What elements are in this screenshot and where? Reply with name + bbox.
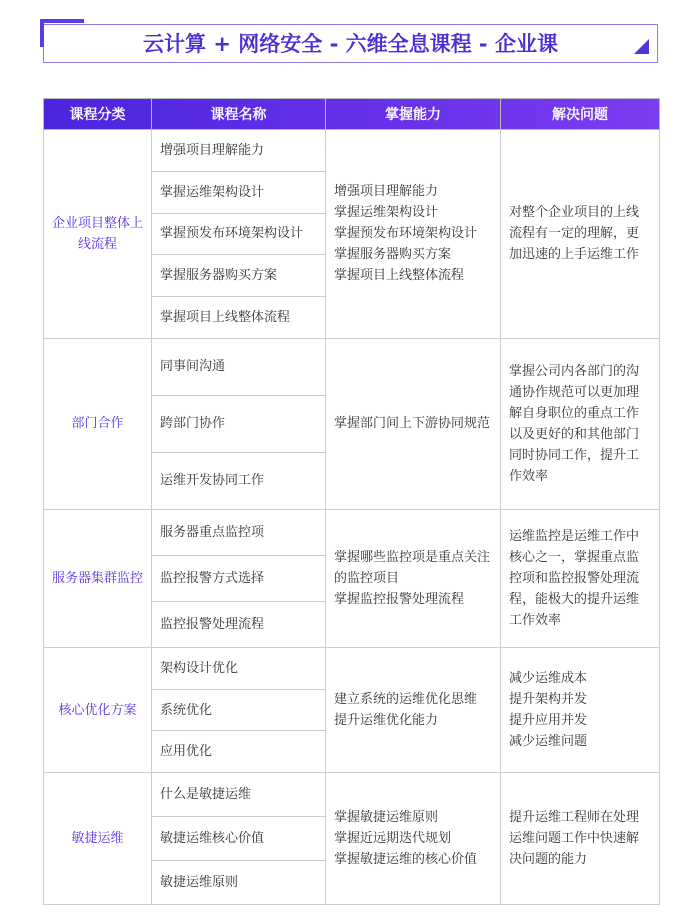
table-row bbox=[44, 773, 660, 817]
solves-line: 减少运维成本 bbox=[509, 671, 588, 687]
course-name-cell: 掌握运维架构设计 bbox=[152, 171, 326, 213]
course-name-cell: 掌握服务器购买方案 bbox=[152, 255, 326, 297]
abilities-line: 掌握预发布环境架构设计 bbox=[334, 226, 478, 242]
title-banner bbox=[43, 24, 658, 63]
table-header-row bbox=[44, 99, 660, 130]
abilities-line: 增强项目理解能力 bbox=[334, 184, 439, 200]
solves-line: 运维监控是运维工作中核心之一，掌握重点监控项和监控报警处理流程，能极大的提升运维工作效率 bbox=[509, 528, 640, 628]
course-name-cell: 系统优化 bbox=[152, 689, 326, 731]
course-name-cell: 应用优化 bbox=[152, 731, 326, 773]
solves-cell bbox=[501, 647, 660, 772]
header-course-name: 课程名称 bbox=[152, 99, 326, 130]
solves-cell bbox=[501, 130, 660, 339]
solves-cell bbox=[501, 773, 660, 905]
solves-line: 提升架构并发 bbox=[509, 692, 588, 708]
course-name-cell: 同事间沟通 bbox=[152, 338, 326, 395]
abilities-line: 掌握哪些监控项是重点关注的监控项目 bbox=[334, 549, 491, 586]
course-name-cell: 监控报警方式选择 bbox=[152, 555, 326, 601]
solves-line: 减少运维问题 bbox=[509, 734, 588, 750]
course-name-cell: 监控报警处理流程 bbox=[152, 601, 326, 647]
abilities-line: 掌握服务器购买方案 bbox=[334, 247, 452, 263]
table-row bbox=[44, 509, 660, 555]
abilities-line: 掌握部门间上下游协同规范 bbox=[334, 416, 491, 432]
solves-line: 提升运维工程师在处理运维问题工作中快速解决问题的能力 bbox=[509, 810, 640, 868]
course-name-cell: 敏捷运维原则 bbox=[152, 861, 326, 905]
course-name-cell: 跨部门协作 bbox=[152, 395, 326, 452]
course-name-cell: 掌握预发布环境架构设计 bbox=[152, 213, 326, 255]
solves-cell bbox=[501, 509, 660, 647]
abilities-line: 掌握近远期迭代规划 bbox=[334, 831, 452, 847]
abilities-cell bbox=[326, 338, 501, 509]
course-name-cell: 敏捷运维核心价值 bbox=[152, 817, 326, 861]
header-solves: 解决问题 bbox=[501, 99, 660, 130]
category-cell: 部门合作 bbox=[44, 338, 152, 509]
header-category: 课程分类 bbox=[44, 99, 152, 130]
abilities-cell bbox=[326, 647, 501, 772]
abilities-line: 掌握监控报警处理流程 bbox=[334, 591, 465, 607]
page-title: 云计算 + 网络安全 - 六维全息课程 - 企业课 bbox=[143, 32, 558, 56]
abilities-line: 掌握敏捷运维原则 bbox=[334, 810, 439, 826]
category-cell: 企业项目整体上线流程 bbox=[44, 130, 152, 339]
table-row bbox=[44, 338, 660, 395]
abilities-cell bbox=[326, 130, 501, 339]
abilities-line: 掌握运维架构设计 bbox=[334, 205, 439, 221]
course-name-cell: 增强项目理解能力 bbox=[152, 130, 326, 172]
abilities-line: 掌握敏捷运维的核心价值 bbox=[334, 852, 478, 868]
category-cell: 服务器集群监控 bbox=[44, 509, 152, 647]
solves-cell bbox=[501, 338, 660, 509]
table-row bbox=[44, 130, 660, 172]
solves-line: 提升应用并发 bbox=[509, 713, 588, 729]
solves-line: 掌握公司内各部门的沟通协作规范可以更加理解自身职位的重点工作以及更好的和其他部门同时协同工作，提升工作效率 bbox=[509, 363, 640, 484]
corner-triangle-decoration bbox=[634, 39, 649, 54]
course-name-cell: 架构设计优化 bbox=[152, 647, 326, 689]
abilities-line: 掌握项目上线整体流程 bbox=[334, 268, 465, 284]
table-row bbox=[44, 647, 660, 689]
course-name-cell: 掌握项目上线整体流程 bbox=[152, 297, 326, 339]
course-name-cell: 服务器重点监控项 bbox=[152, 509, 326, 555]
category-cell: 敏捷运维 bbox=[44, 773, 152, 905]
abilities-cell bbox=[326, 509, 501, 647]
course-name-cell: 什么是敏捷运维 bbox=[152, 773, 326, 817]
header-abilities: 掌握能力 bbox=[326, 99, 501, 130]
abilities-line: 建立系统的运维优化思维 bbox=[334, 692, 478, 708]
course-table bbox=[43, 98, 660, 905]
course-name-cell: 运维开发协同工作 bbox=[152, 452, 326, 509]
solves-line: 对整个企业项目的上线流程有一定的理解，更加迅速的上手运维工作 bbox=[509, 205, 640, 263]
category-cell: 核心优化方案 bbox=[44, 647, 152, 772]
abilities-cell bbox=[326, 773, 501, 905]
abilities-line: 提升运维优化能力 bbox=[334, 713, 439, 729]
title-corner-decoration bbox=[40, 19, 84, 47]
